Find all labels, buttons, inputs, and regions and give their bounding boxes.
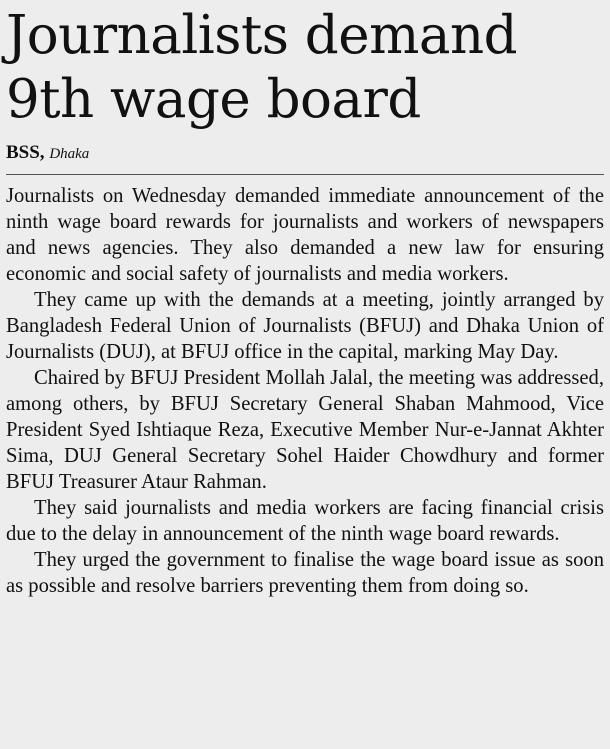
article-paragraph-4: They said journalists and media workers are facing financial crisis due to the delay in announcement of the ninth wage board rewards. (6, 497, 604, 545)
article-paragraph-2: They came up with the demands at a meeting, jointly arranged by Bangladesh Federal Union of Journalists (BFUJ) and Dhaka Union of Journalists (DUJ), at BFUJ office in the capital, marking May Day. (6, 289, 604, 363)
article-body (6, 183, 604, 599)
headline (6, 4, 604, 132)
article-paragraph-3: Chaired by BFUJ President Mollah Jalal, the meeting was addressed, among others, by BFUJ Secretary General Shaban Mahmood, Vice President Syed Ishtiaque Reza, Executive Member Nur-e-Jannat Akhter Sima, DUJ General Secretary Sohel Haider Chowdhury and former BFUJ Treasurer Ataur Rahman. (6, 367, 604, 493)
byline-agency: BSS, (6, 142, 45, 163)
byline-place: Dhaka (49, 146, 90, 162)
byline (6, 142, 604, 165)
headline-line-1: Journalists demand (6, 5, 518, 66)
headline-line-2: 9th wage board (6, 69, 421, 130)
article-paragraph-1: Journalists on Wednesday demanded immediate announcement of the ninth wage board rewards for journalists and workers of newspapers and news agencies. They also demanded a new law for ensuring economic and social safety of journalists and media workers. (6, 185, 604, 285)
article-paragraph-5: They urged the government to finalise the wage board issue as soon as possible and resolve barriers preventing them from doing so. (6, 549, 604, 597)
byline-divider (6, 174, 604, 175)
